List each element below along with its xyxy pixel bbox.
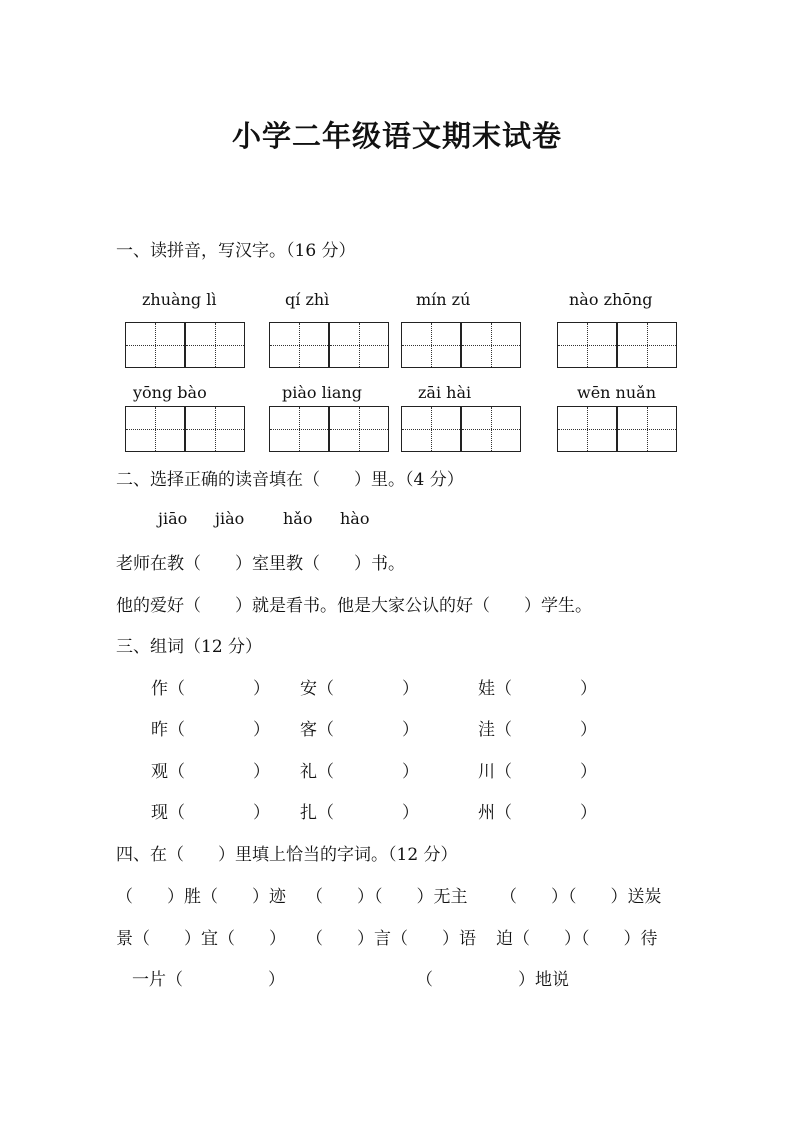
section-1-heading: 一、读拼音，写汉字。（16 分） bbox=[116, 241, 356, 261]
pinyin-label: yōng bào bbox=[133, 383, 207, 402]
word-item: 礼（ ） bbox=[300, 762, 419, 782]
fill-item: （ ）（ ）无主 bbox=[306, 887, 468, 907]
reading-option: hǎo bbox=[283, 509, 313, 528]
fill-item: 景（ ）宜（ ） bbox=[116, 929, 286, 949]
section-2-heading: 二、选择正确的读音填在（ ）里。（4 分） bbox=[116, 470, 464, 490]
word-item: 川（ ） bbox=[478, 762, 597, 782]
pinyin-label: mín zú bbox=[416, 290, 471, 309]
word-item: 安（ ） bbox=[300, 679, 419, 699]
fill-item: （ ）胜（ ）迹 bbox=[116, 887, 286, 907]
question-line: 老师在教（ ）室里教（ ）书。 bbox=[116, 554, 405, 574]
pinyin-label: zāi hài bbox=[418, 383, 472, 402]
writing-box[interactable] bbox=[557, 322, 617, 368]
word-item: 州（ ） bbox=[478, 803, 597, 823]
word-item: 客（ ） bbox=[300, 720, 419, 740]
fill-item: （ ）言（ ）语 bbox=[306, 929, 476, 949]
section-4-heading: 四、在（ ）里填上恰当的字词。（12 分） bbox=[116, 845, 458, 865]
word-item: 现（ ） bbox=[151, 803, 270, 823]
writing-box[interactable] bbox=[269, 406, 329, 452]
writing-box[interactable] bbox=[185, 322, 245, 368]
writing-box[interactable] bbox=[617, 406, 677, 452]
word-item: 昨（ ） bbox=[151, 720, 270, 740]
reading-option: jiāo bbox=[158, 509, 188, 528]
writing-box[interactable] bbox=[185, 406, 245, 452]
fill-item: 迫（ ）（ ）待 bbox=[496, 929, 658, 949]
word-item: 娃（ ） bbox=[478, 679, 597, 699]
writing-box[interactable] bbox=[329, 406, 389, 452]
fill-item: （ ）（ ）送炭 bbox=[500, 887, 662, 907]
writing-box[interactable] bbox=[329, 322, 389, 368]
pinyin-label: qí zhì bbox=[285, 290, 330, 309]
question-line: 他的爱好（ ）就是看书。他是大家公认的好（ ）学生。 bbox=[116, 596, 592, 616]
writing-box[interactable] bbox=[557, 406, 617, 452]
page-title: 小学二年级语文期末试卷 bbox=[231, 119, 562, 153]
reading-option: jiào bbox=[215, 509, 245, 528]
pinyin-label: wēn nuǎn bbox=[577, 383, 657, 402]
writing-box[interactable] bbox=[461, 406, 521, 452]
writing-box[interactable] bbox=[401, 406, 461, 452]
word-item: 扎（ ） bbox=[300, 803, 419, 823]
section-3-heading: 三、组词（12 分） bbox=[116, 637, 263, 657]
word-item: 观（ ） bbox=[151, 762, 270, 782]
pinyin-label: piào liang bbox=[282, 383, 362, 402]
writing-box[interactable] bbox=[269, 322, 329, 368]
word-item: 作（ ） bbox=[151, 679, 270, 699]
writing-box[interactable] bbox=[401, 322, 461, 368]
fill-item: 一片（ ） bbox=[132, 970, 285, 990]
pinyin-label: zhuàng lì bbox=[142, 290, 217, 309]
writing-box[interactable] bbox=[461, 322, 521, 368]
writing-box[interactable] bbox=[125, 322, 185, 368]
reading-option: hào bbox=[340, 509, 370, 528]
fill-item: （ ）地说 bbox=[416, 970, 569, 990]
writing-box[interactable] bbox=[617, 322, 677, 368]
pinyin-label: nào zhōng bbox=[569, 290, 653, 309]
word-item: 洼（ ） bbox=[478, 720, 597, 740]
writing-box[interactable] bbox=[125, 406, 185, 452]
